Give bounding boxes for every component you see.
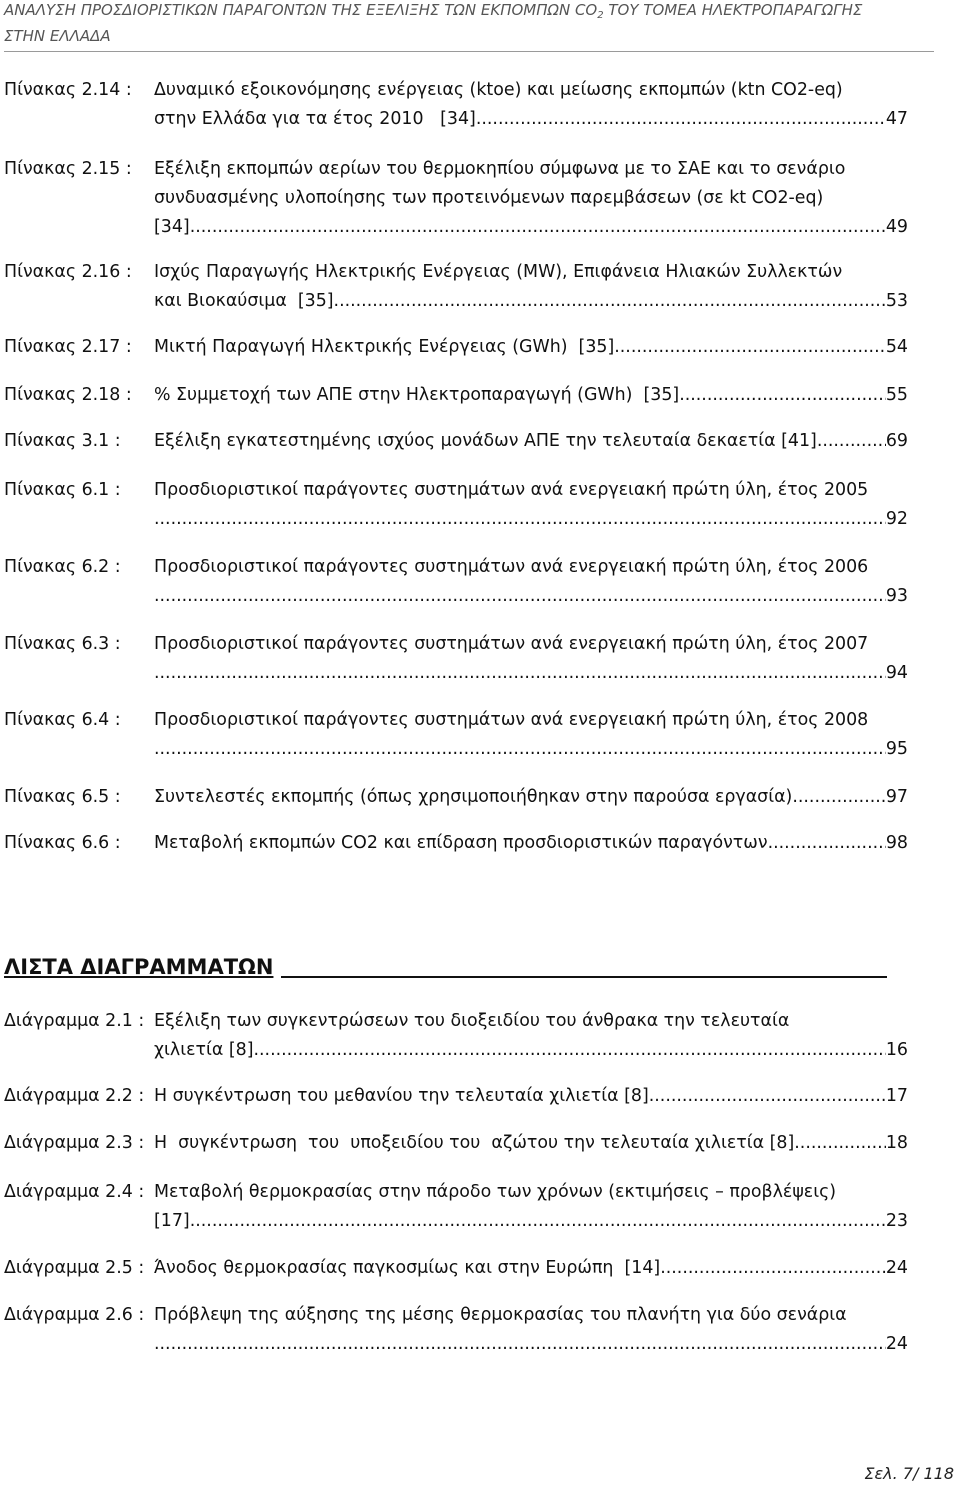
- page-number: 55: [885, 385, 908, 405]
- entry-text: [17]: [154, 1211, 190, 1231]
- page-number: 23: [885, 1211, 908, 1231]
- page-number: 17: [885, 1086, 908, 1106]
- entry-label: Πίνακας 2.18 :: [4, 385, 132, 405]
- entry-text: Προσδιοριστικοί παράγοντες συστημάτων ανά ενεργειακή πρώτη ύλη, έτος 2005: [154, 480, 869, 500]
- dot-leader: [154, 659, 886, 688]
- page-number: 24: [885, 1334, 908, 1354]
- entry-text: Μεταβολή θερμοκρασίας στην πάροδο των χρόνων (εκτιμήσεις – προβλέψεις): [154, 1182, 837, 1202]
- entry-text: Συντελεστές εκπομπής (όπως χρησιμοποιήθηκαν στην παρούσα εργασία): [154, 787, 793, 807]
- entry-label: Διάγραμμα 2.3 :: [4, 1133, 145, 1153]
- entry-label: Διάγραμμα 2.2 :: [4, 1086, 145, 1106]
- entry-label: Πίνακας 6.3 :: [4, 634, 121, 654]
- dot-leader: [254, 1036, 886, 1065]
- entry-text: % Συμμετοχή των ΑΠΕ στην Ηλεκτροπαραγωγή (GWh) [35]: [154, 385, 680, 405]
- page-number: 54: [885, 337, 908, 357]
- entry-text: Η συγκέντρωση του υποξειδίου του αζώτου την τελευταία χιλιετία [8]: [154, 1133, 795, 1153]
- entry-label: Πίνακας 6.5 :: [4, 787, 121, 807]
- entry-text: και Βιοκαύσιμα [35]: [154, 291, 334, 311]
- entry-text: Μικτή Παραγωγή Ηλεκτρικής Ενέργειας (GWh) [35]: [154, 337, 615, 357]
- entry-label: Πίνακας 3.1 :: [4, 431, 121, 451]
- dot-leader: [476, 105, 886, 134]
- running-header: [4, 0, 934, 52]
- entry-text: συνδυασμένης υλοποίησης των προτεινόμενων παρεμβάσεων (σε kt CO2-eq): [154, 188, 824, 208]
- entry-text: Μεταβολή εκπομπών CO2 και επίδραση προσδιοριστικών παραγόντων: [154, 833, 768, 853]
- entry-label: Πίνακας 6.1 :: [4, 480, 121, 500]
- page-number: 93: [885, 586, 908, 606]
- entry-text: στην Ελλάδα για τα έτος 2010 [34]: [154, 109, 476, 129]
- dot-leader: [660, 1254, 886, 1283]
- entry-text: Εξέλιξη εκπομπών αερίων του θερμοκηπίου σύμφωνα με το ΣΑΕ και το σενάριο: [154, 159, 846, 179]
- entry-label: Πίνακας 2.17 :: [4, 337, 132, 357]
- entry-label: Πίνακας 6.2 :: [4, 557, 121, 577]
- entry-text: Η συγκέντρωση του μεθανίου την τελευταία χιλιετία [8]: [154, 1086, 649, 1106]
- entry-label: Διάγραμμα 2.5 :: [4, 1258, 145, 1278]
- dot-leader: [792, 783, 886, 812]
- page-number: 47: [885, 109, 908, 129]
- dot-leader: [768, 829, 886, 858]
- entry-label: Διάγραμμα 2.1 :: [4, 1011, 145, 1031]
- dot-leader: [154, 1330, 886, 1359]
- page-number: 95: [885, 739, 908, 759]
- entry-text: Προσδιοριστικοί παράγοντες συστημάτων ανά ενεργειακή πρώτη ύλη, έτος 2007: [154, 634, 869, 654]
- page-number: 98: [885, 833, 908, 853]
- entry-label: Πίνακας 2.15 :: [4, 159, 132, 179]
- page-footer: Σελ. 7/ 118: [864, 1464, 954, 1483]
- dot-leader: [679, 381, 886, 410]
- entry-text: Εξέλιξη εγκατεστημένης ισχύος μονάδων ΑΠΕ την τελευταία δεκαετία [41]: [154, 431, 817, 451]
- entry-text: χιλιετία [8]: [154, 1040, 254, 1060]
- page-number: 24: [885, 1258, 908, 1278]
- header-line-2: ΣΤΗΝ ΕΛΛΑΔΑ: [4, 27, 111, 45]
- entry-label: Διάγραμμα 2.4 :: [4, 1182, 145, 1202]
- header-line-1: ΑΝΑΛΥΣΗ ΠΡΟΣΔΙΟΡΙΣΤΙΚΩΝ ΠΑΡΑΓΟΝΤΩΝ ΤΗΣ ΕΞΕΛΙΞΗΣ ΤΩΝ ΕΚΠΟΜΠΩΝ $CO_2$ ΤΟΥ ΤΟΜΕΑ ΗΛΕΚΤΡΟΠΑΡΑΓΩΓΗΣ: [4, 1, 863, 21]
- entry-label: Πίνακας 6.4 :: [4, 710, 121, 730]
- dot-leader: [817, 427, 886, 456]
- entry-text: Άνοδος θερμοκρασίας παγκοσμίως και στην Ευρώπη [14]: [154, 1258, 661, 1278]
- entry-text: Εξέλιξη των συγκεντρώσεων του διοξειδίου του άνθρακα την τελευταία: [154, 1011, 790, 1031]
- dot-leader: [154, 735, 886, 764]
- entry-text: [34]: [154, 217, 190, 237]
- entry-label: Πίνακας 6.6 :: [4, 833, 121, 853]
- page-number: 49: [885, 217, 908, 237]
- page-number: 97: [885, 787, 908, 807]
- title-underline-rule: [281, 976, 887, 978]
- dot-leader: [154, 582, 886, 611]
- dot-leader: [190, 213, 886, 242]
- dot-leader: [190, 1207, 886, 1236]
- diagrams-section-title: ΛΙΣΤΑ ΔΙΑΓΡΑΜΜΑΤΩΝ: [4, 953, 908, 981]
- entry-text: Προσδιοριστικοί παράγοντες συστημάτων ανά ενεργειακή πρώτη ύλη, έτος 2008: [154, 710, 869, 730]
- dot-leader: [154, 505, 886, 534]
- entry-text: Πρόβλεψη της αύξησης της μέσης θερμοκρασίας του πλανήτη για δύο σενάρια: [154, 1305, 847, 1325]
- page-number: 69: [885, 431, 908, 451]
- dot-leader: [334, 287, 886, 316]
- entry-text: Ισχύς Παραγωγής Ηλεκτρικής Ενέργειας (MW), Επιφάνεια Ηλιακών Συλλεκτών: [154, 262, 843, 282]
- dot-leader: [649, 1082, 886, 1111]
- entry-text: Δυναμικό εξοικονόμησης ενέργειας (ktoe) και μείωσης εκπομπών (ktn CO2-eq): [154, 80, 843, 100]
- entry-text: Προσδιοριστικοί παράγοντες συστημάτων ανά ενεργειακή πρώτη ύλη, έτος 2006: [154, 557, 869, 577]
- page-number: 16: [885, 1040, 908, 1060]
- page-number: 18: [885, 1133, 908, 1153]
- page-number: 94: [885, 663, 908, 683]
- page-number: 53: [885, 291, 908, 311]
- dot-leader: [614, 333, 886, 362]
- entry-label: Διάγραμμα 2.6 :: [4, 1305, 145, 1325]
- dot-leader: [794, 1129, 886, 1158]
- page-number: 92: [885, 509, 908, 529]
- entry-label: Πίνακας 2.16 :: [4, 262, 132, 282]
- entry-label: Πίνακας 2.14 :: [4, 80, 132, 100]
